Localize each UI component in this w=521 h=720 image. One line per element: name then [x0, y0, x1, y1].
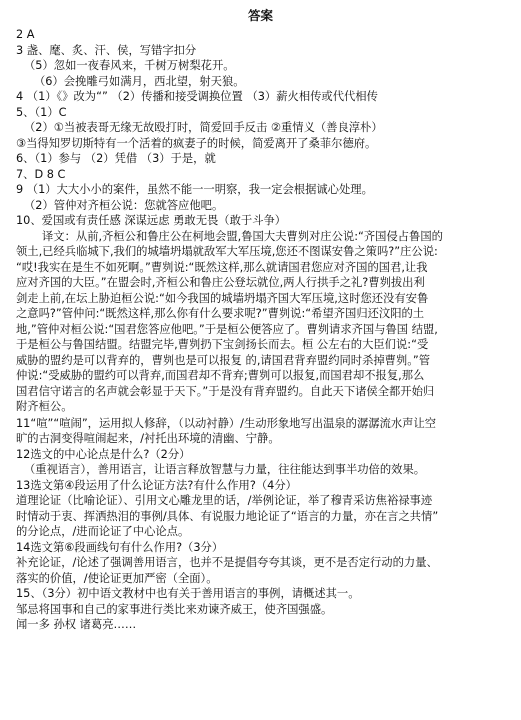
text-line: 邹忌将国事和自己的家事进行类比来劝谏齐威王，使齐国强盛。 — [16, 602, 333, 616]
text-line: 旷的古洞变得喧闹起来，/衬托出环境的清幽、宁静。 — [16, 432, 280, 445]
text-line: 应对齐国的大臣。”在盟会时,齐桓公和鲁庄公登坛就位,两人行拱手之礼?曹刿拔出利 — [16, 276, 425, 289]
text-line: 地,”管仲对桓公说:“国君您答应他吧。”于是桓公便答应了。曹刿请求齐国与鲁国 结盟, — [16, 322, 438, 336]
text-line: “哎!我实在是生不如死啊。”曹刿说:“既然这样,那么就请国君您应对齐国的国君,让我 — [16, 260, 428, 274]
text-line: （6）会挽雕弓如满月，西北望，射天狼。 — [34, 74, 245, 88]
text-line: 落实的价值，/使论证更加严密（全面）。 — [16, 571, 218, 585]
text-line: 5、（1）C — [16, 105, 67, 119]
text-line: 12选文的中心论点是什么?（2分） — [16, 447, 191, 461]
text-line: 6、（1）参与 （2）凭借 （3）于是，就 — [16, 152, 216, 165]
text-line: 的分论点，/进而论证了中心论点。 — [16, 525, 190, 538]
text-line: 15、（3分）初中语文教材中也有关于善用语言的事例，请概述其一。 — [16, 587, 360, 600]
page-title: 答案 — [247, 8, 273, 23]
text-line: 4 （1）《》改为“” （2）传播和接受调换位置 （3）薪火相传或代代相传 — [16, 90, 378, 103]
text-line: 补充论证，/论述了强调善用语言，也并不是提倡夸夸其谈，更不是否定行动的力量、 — [16, 556, 438, 569]
text-line: （2）管仲对齐桓公说：您就答应他吧。 — [24, 198, 224, 212]
text-line: 威胁的盟约是可以背弃的，曹刿也是可以报复 的,请国君背弃盟约同时杀掉曹刿。”管 — [16, 353, 431, 367]
text-line: 13选文第④段运用了什么论证方法?有什么作用?（4分） — [16, 478, 297, 492]
text-line: 9 （1）大大小小的案件，虽然不能一一明察，我一定会根据诚心处理。 — [16, 183, 373, 196]
text-line: 剑走上前,在坛上胁迫桓公说:“如今我国的城墙坍塌齐国大军压境,这时您还没有安鲁 — [16, 291, 429, 305]
text-line: （5）忽如一夜春风来，千树万树梨花开。 — [24, 59, 235, 72]
text-line: 闻一多 孙权 诸葛亮…… — [16, 618, 137, 631]
text-line: 于是桓公与鲁国结盟。结盟完毕,曹刿扔下宝剑扬长而去。桓 公左右的大臣们说:“受 — [16, 338, 429, 351]
text-line: 7、D 8 C — [16, 167, 66, 181]
text-line: 领土,已经兵临城下,我们的城墙坍塌就敌军大军压境,您还不图谋安鲁之策吗?”庄公说: — [16, 245, 438, 258]
text-line: 国君信守诺言的名声就会彰显于天下。”于是没有背弃盟约。自此天下诸侯全都开始归 — [16, 384, 435, 398]
text-line: 附齐桓公。 — [16, 400, 73, 413]
text-line: 11“喧”“喧闹”，运用拟人修辞，（以动衬静）/生动形象地写出温泉的潺潺流水声让空 — [16, 416, 437, 430]
text-line: 14选文第⑥段画线句有什么作用?（3分） — [16, 540, 224, 554]
text-line: 3 盏、麾、炙、汗、侯，写错字扣分 — [16, 43, 197, 57]
text-line: 时情动于衷、挥洒热泪的事例/具体、有说服力地论证了“语言的力量，亦在言之共情” — [16, 509, 439, 523]
text-line: 道理论证（比喻论证）、引用文心雕龙里的话，/举例论证，举了穆青采访焦裕禄事迹 — [16, 494, 433, 507]
text-line: ③当得知罗切斯特有一个活着的疯妻子的时候，简爱离开了桑菲尔德府。 — [16, 136, 377, 150]
text-line: 2 A — [16, 28, 35, 41]
text-line: 之意吗?”管仲问:“既然这样,那么你有什么要求呢?”曹刿说:“希望齐国归还汶阳的土 — [16, 307, 425, 320]
answer-content — [16, 27, 505, 633]
text-line: （2）①当被表哥无缘无故殴打时，简爱回手反击 ②重情义（善良淳朴） — [24, 121, 383, 134]
text-line: 仲说:“受威胁的盟约可以背弃,而国君却不背弃;曹刿可以报复,而国君却不报复,那么 — [16, 369, 425, 382]
text-line: （重视语言），善用语言，让语言释放智慧与力量，往往能达到事半功倍的效果。 — [24, 463, 426, 476]
text-line: 译文：从前,齐桓公和鲁庄公在柯地会盟,鲁国大夫曹刿对庄公说:“齐国侵占鲁国的 — [42, 229, 443, 243]
text-line: 10、爱国或有责任感 深谋远虑 勇敢无畏（敢于斗争） — [16, 214, 287, 227]
